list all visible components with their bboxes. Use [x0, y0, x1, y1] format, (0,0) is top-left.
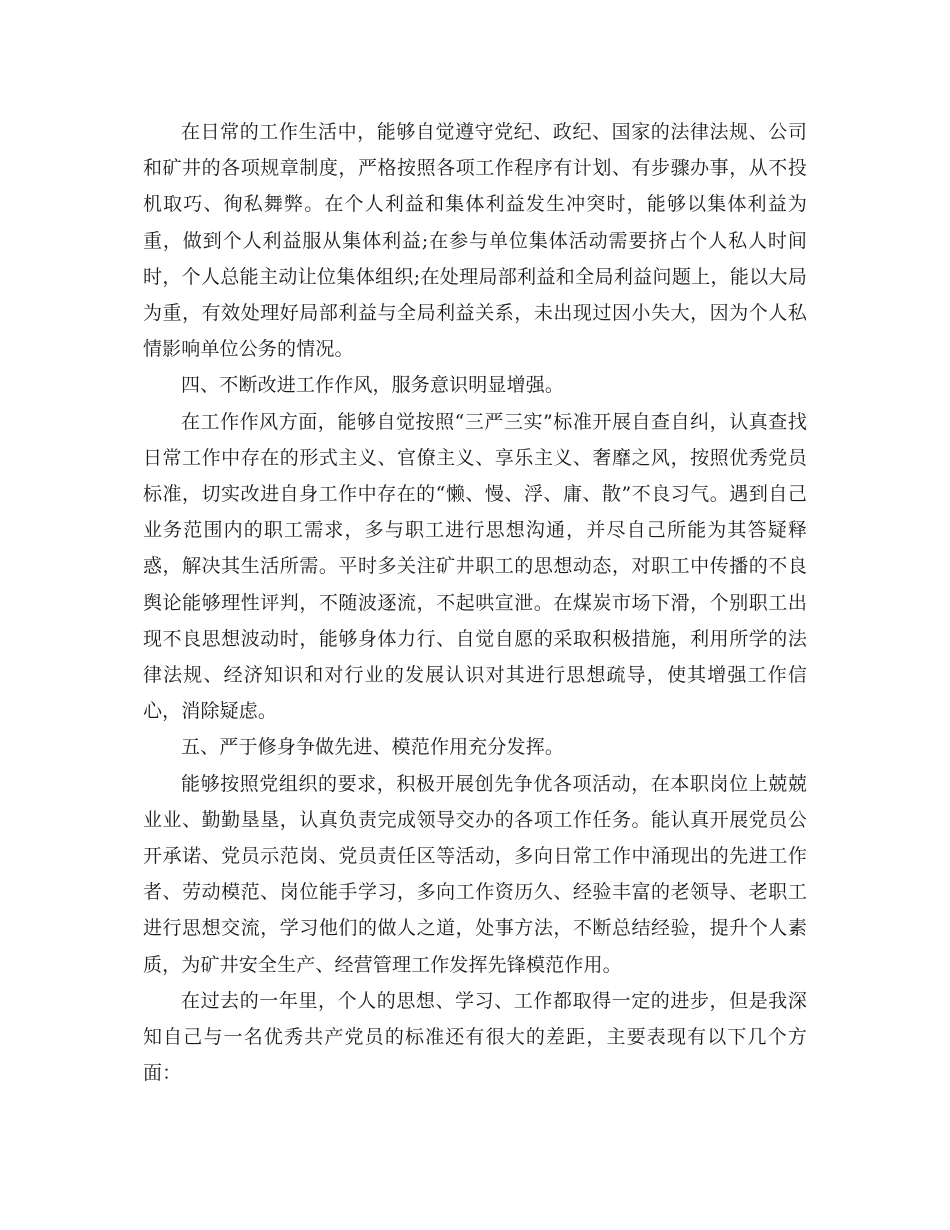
- heading-section-five: 五、严于修身争做先进、模范作用充分发挥。: [181, 736, 565, 759]
- paragraph-exemplary-role: 能够按照党组织的要求，积极开展创先争优各项活动，在本职岗位上兢兢业业、勤勤垦垦，认真负责完成领导交办的各项工作任务。能认真开展党员公开承诺、党员示范岗、党员责任区等活动，多向日常工作中涌现出的先进工作者、劳动模范、岗位能手学习，多向工作资历久、经验丰富的老领导、老职工进行思想交流，学习他们的做人之道，处事方法，不断总结经验，提升个人素质，为矿井安全生产、经营管理工作发挥先锋模范作用。: [143, 772, 807, 976]
- paragraph-shortcomings-intro: 在过去的一年里，个人的思想、学习、工作都取得一定的进步，但是我深知自己与一名优秀共产党员的标准还有很大的差距，主要表现有以下几个方面：: [143, 989, 807, 1085]
- heading-section-four: 四、不断改进工作作风，服务意识明显增强。: [181, 374, 565, 397]
- paragraph-work-style: 在工作作风方面，能够自觉按照“三严三实”标准开展自查自纠，认真查找日常工作中存在的形式主义、官僚主义、享乐主义、奢靡之风，按照优秀党员标准，切实改进自身工作中存在的“懒、慢、浮、庸、散”不良习气。遇到自己业务范围内的职工需求，多与职工进行思想沟通，并尽自己所能为其答疑释惑，解决其生活所需。平时多关注矿井职工的思想动态，对职工中传播的不良舆论能够理性评判，不随波逐流，不起哄宣泄。在煤炭市场下滑，个别职工出现不良思想波动时，能够身体力行、自觉自愿的采取积极措施，利用所学的法律法规、经济知识和对行业的发展认识对其进行思想疏导，使其增强工作信心，消除疑虑。: [143, 410, 807, 723]
- document-body: [143, 114, 807, 1091]
- paragraph-discipline: 在日常的工作生活中，能够自觉遵守党纪、政纪、国家的法律法规、公司和矿井的各项规章制度，严格按照各项工作程序有计划、有步骤办事，从不投机取巧、徇私舞弊。在个人利益和集体利益发生冲突时，能够以集体利益为重，做到个人利益服从集体利益;在参与单位集体活动需要挤占个人私人时间时，个人总能主动让位集体组织;在处理局部利益和全局利益问题上，能以大局为重，有效处理好局部利益与全局利益关系，未出现过因小失大，因为个人私情影响单位公务的情况。: [143, 121, 807, 361]
